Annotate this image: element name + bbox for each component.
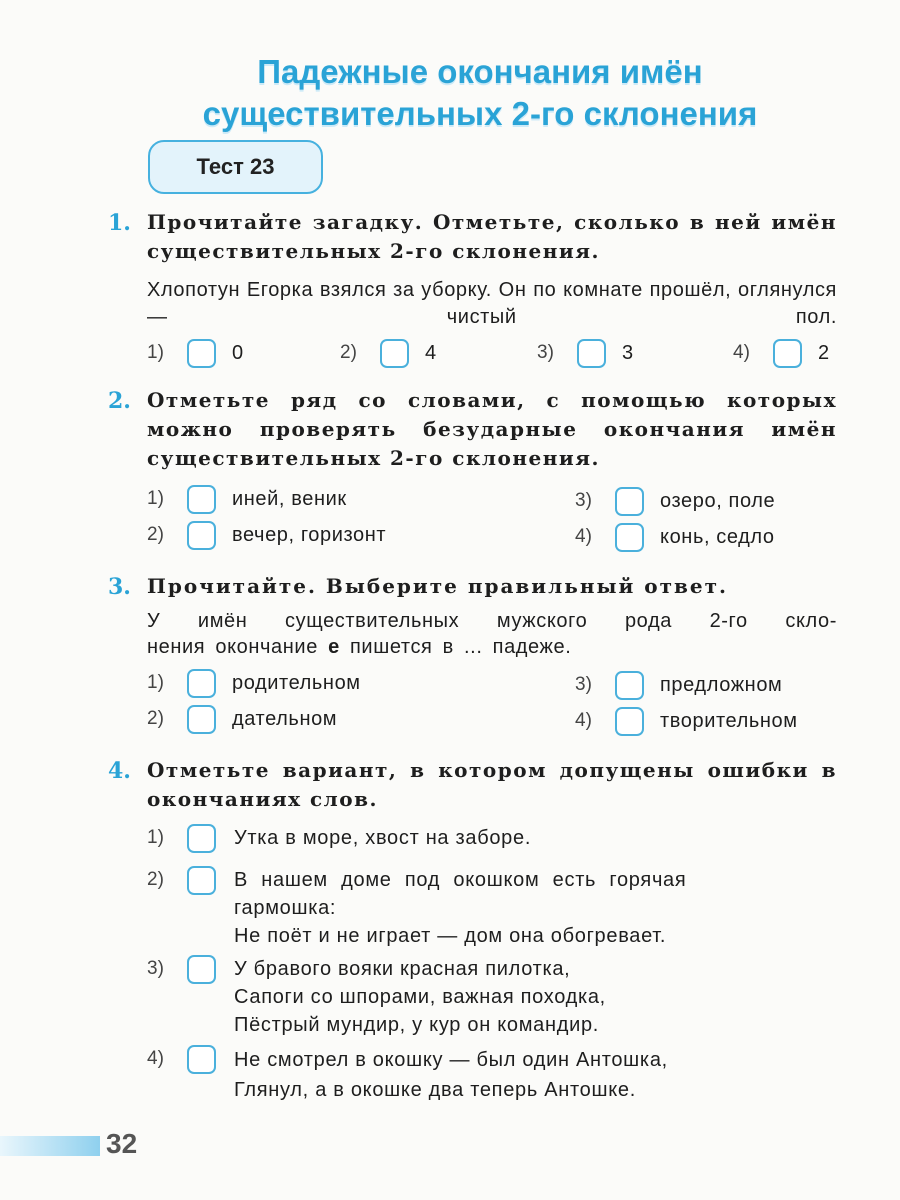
q4-option-2-line: В нашем доме под окошком есть горячая bbox=[234, 869, 687, 891]
q3-body-line2 bbox=[147, 634, 837, 661]
q2-option-4[interactable] bbox=[575, 522, 775, 552]
q4-option-3-checkbox[interactable] bbox=[187, 955, 216, 984]
test-label: Тест 23 bbox=[148, 140, 323, 194]
q1-number: 1. bbox=[108, 210, 131, 236]
q1-option-3-checkbox[interactable] bbox=[577, 339, 606, 368]
q3-option-2[interactable] bbox=[147, 704, 337, 734]
q2-option-4-label: конь, седло bbox=[660, 525, 775, 548]
q2-number: 2. bbox=[108, 388, 131, 414]
q4-option-4-text bbox=[234, 1045, 668, 1105]
q1-option-2-number: 2) bbox=[340, 342, 357, 363]
footer-accent-bar bbox=[0, 1136, 100, 1156]
q3-option-4[interactable] bbox=[575, 706, 798, 736]
q2-option-4-number: 4) bbox=[575, 526, 592, 547]
q1-option-2-checkbox[interactable] bbox=[380, 339, 409, 368]
q1-option-1[interactable] bbox=[147, 338, 244, 368]
q2-option-1[interactable] bbox=[147, 484, 347, 514]
q3-body-line1: У имён существительных мужского рода 2-го скло- bbox=[147, 610, 837, 632]
q2-option-1-number: 1) bbox=[147, 488, 164, 509]
q4-number: 4. bbox=[108, 758, 131, 784]
q4-option-2[interactable] bbox=[147, 865, 232, 895]
q3-option-1-checkbox[interactable] bbox=[187, 669, 216, 698]
q1-option-4-label: 2 bbox=[818, 341, 830, 364]
q2-option-2-checkbox[interactable] bbox=[187, 521, 216, 550]
q4-option-1-line: Утка в море, хвост на заборе. bbox=[234, 827, 532, 849]
q4-option-3-text bbox=[234, 955, 606, 1039]
q3-body-post: пишется в ... падеже. bbox=[350, 636, 572, 658]
q3-option-2-label: дательном bbox=[232, 707, 338, 730]
q4-option-4-line: Глянул, а в окошке два теперь Антошке. bbox=[234, 1079, 636, 1101]
q1-option-2[interactable] bbox=[340, 338, 437, 368]
q4-text: Отметьте вариант, в котором допущены ошибки в окончаниях слов. bbox=[147, 758, 837, 811]
q4-option-2-line: гармошка: bbox=[234, 897, 337, 919]
q4-option-2-text bbox=[234, 864, 686, 952]
q3-option-2-number: 2) bbox=[147, 708, 164, 729]
q1-option-3[interactable] bbox=[537, 338, 634, 368]
q4-option-3-line: Пёстрый мундир, у кур он командир. bbox=[234, 1014, 600, 1036]
q4-option-4-number: 4) bbox=[147, 1048, 164, 1069]
q1-option-4[interactable] bbox=[733, 338, 830, 368]
q2-option-1-label: иней, веник bbox=[232, 487, 347, 510]
q3-body-bold: е bbox=[328, 636, 340, 658]
page-number: 32 bbox=[106, 1128, 138, 1159]
q2-option-3-label: озеро, поле bbox=[660, 489, 776, 512]
q2-option-3-checkbox[interactable] bbox=[615, 487, 644, 516]
q2-option-2-label: вечер, горизонт bbox=[232, 523, 387, 546]
q3-option-3-label: предложном bbox=[660, 673, 783, 696]
q3-option-3-number: 3) bbox=[575, 674, 592, 695]
q1-option-3-number: 3) bbox=[537, 342, 554, 363]
q3-option-1[interactable] bbox=[147, 668, 361, 698]
page-title-line1: Падежные окончания имён bbox=[257, 53, 703, 90]
q4-option-4-line: Не смотрел в окошку — был один Антошка, bbox=[234, 1049, 668, 1071]
q3-option-4-number: 4) bbox=[575, 710, 592, 731]
q2-option-4-checkbox[interactable] bbox=[615, 523, 644, 552]
q4-option-4[interactable] bbox=[147, 1044, 232, 1074]
q2-text: Отметьте ряд со словами, с помощью которых можно проверять безударные окончания имён существительных 2-го склонения. bbox=[147, 388, 837, 470]
q4-option-2-number: 2) bbox=[147, 869, 164, 890]
q1-text: Прочитайте загадку. Отметьте, сколько в ней имён существительных 2-го склонения. bbox=[147, 210, 837, 263]
q2-option-2[interactable] bbox=[147, 520, 386, 550]
q3-option-3-checkbox[interactable] bbox=[615, 671, 644, 700]
q3-number: 3. bbox=[108, 574, 131, 600]
q1-riddle: Хлопотун Егорка взялся за уборку. Он по комнате прошёл, оглянулся — чистый пол. bbox=[147, 279, 837, 328]
q2-option-3-number: 3) bbox=[575, 490, 592, 511]
q4-option-3-line: У бравого вояки красная пилотка, bbox=[234, 958, 571, 980]
q4-option-2-line: Не поёт и не играет — дом она обогревает. bbox=[234, 925, 667, 947]
q1-option-4-number: 4) bbox=[733, 342, 750, 363]
q4-option-2-checkbox[interactable] bbox=[187, 866, 216, 895]
q2-option-3[interactable] bbox=[575, 486, 775, 516]
q2-option-2-number: 2) bbox=[147, 524, 164, 545]
q3-option-3[interactable] bbox=[575, 670, 782, 700]
q3-option-4-checkbox[interactable] bbox=[615, 707, 644, 736]
q4-option-4-checkbox[interactable] bbox=[187, 1045, 216, 1074]
q3-option-1-label: родительном bbox=[232, 671, 361, 694]
q3-option-2-checkbox[interactable] bbox=[187, 705, 216, 734]
q4-option-1-text bbox=[234, 822, 531, 854]
q4-option-1[interactable] bbox=[147, 823, 232, 853]
q3-body-pre: нения окончание bbox=[147, 636, 318, 658]
q3-text: Прочитайте. Выберите правильный ответ. bbox=[147, 574, 729, 598]
q1-option-2-label: 4 bbox=[425, 341, 437, 364]
q1-option-1-label: 0 bbox=[232, 341, 244, 364]
q3-option-4-label: творительном bbox=[660, 709, 798, 732]
q3-option-1-number: 1) bbox=[147, 672, 164, 693]
q4-option-1-checkbox[interactable] bbox=[187, 824, 216, 853]
q1-option-3-label: 3 bbox=[622, 341, 634, 364]
q1-option-4-checkbox[interactable] bbox=[773, 339, 802, 368]
q1-option-1-checkbox[interactable] bbox=[187, 339, 216, 368]
q2-option-1-checkbox[interactable] bbox=[187, 485, 216, 514]
q4-option-3-number: 3) bbox=[147, 958, 164, 979]
q1-option-1-number: 1) bbox=[147, 342, 164, 363]
q4-option-1-number: 1) bbox=[147, 827, 164, 848]
q4-option-3-line: Сапоги со шпорами, важная походка, bbox=[234, 986, 606, 1008]
q4-option-3[interactable] bbox=[147, 954, 232, 984]
page-title-line2: существительных 2-го склонения bbox=[202, 95, 758, 132]
